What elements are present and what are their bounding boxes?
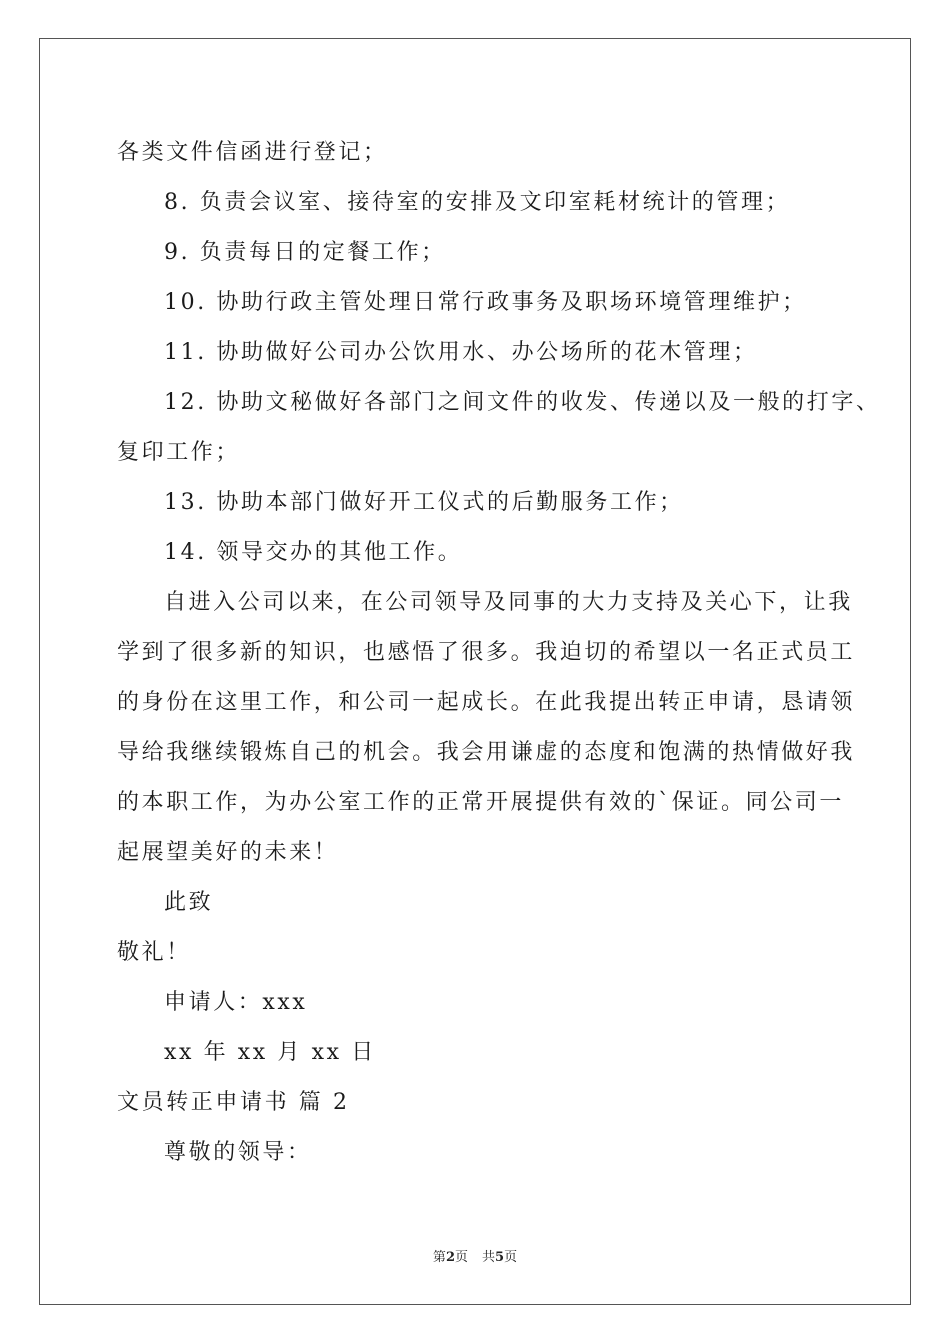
total-suffix: 页	[504, 1250, 518, 1265]
text-line: 9. 负责每日的定餐工作；	[164, 240, 446, 265]
page-total: 5	[495, 1250, 505, 1265]
page-footer	[0, 1246, 950, 1265]
total-prefix: 共	[482, 1250, 496, 1265]
applicant-signature: 申请人：xxx	[164, 990, 308, 1015]
page-prefix: 第	[432, 1250, 446, 1265]
text-line: 自进入公司以来，在公司领导及同事的大力支持及关心下，让我	[164, 590, 853, 615]
text-line: 13. 协助本部门做好开工仪式的后勤服务工作；	[164, 490, 684, 515]
closing-salutation: 此致	[164, 890, 214, 915]
text-line: 导给我继续锻炼自己的机会。我会用谦虚的态度和饱满的热情做好我	[117, 740, 856, 765]
text-line: 复印工作；	[117, 440, 241, 465]
section-title: 文员转正申请书 篇 2	[117, 1090, 350, 1115]
page-current: 2	[445, 1250, 455, 1265]
text-line: 起展望美好的未来！	[117, 840, 339, 865]
text-line: 12. 协助文秘做好各部门之间文件的收发、传递以及一般的打字、	[164, 390, 881, 415]
text-line: 10. 协助行政主管处理日常行政事务及职场环境管理维护；	[164, 290, 807, 315]
text-line: 的本职工作，为办公室工作的正常开展提供有效的`保证。同公司一	[117, 790, 845, 815]
text-line: 11. 协助做好公司办公饮用水、办公场所的花木管理；	[164, 340, 758, 365]
page-suffix: 页	[454, 1250, 468, 1265]
text-line: 各类文件信函进行登记；	[117, 140, 388, 165]
date-line: xx 年 xx 月 xx 日	[164, 1040, 376, 1065]
greeting: 尊敬的领导：	[164, 1140, 312, 1165]
closing-regards: 敬礼！	[117, 940, 191, 965]
text-line: 的身份在这里工作，和公司一起成长。在此我提出转正申请，恳请领	[117, 690, 856, 715]
document-body	[117, 128, 881, 1178]
text-line: 学到了很多新的知识，也感悟了很多。我迫切的希望以一名正式员工	[117, 640, 856, 665]
text-line: 8. 负责会议室、接待室的安排及文印室耗材统计的管理；	[164, 190, 791, 215]
text-line: 14. 领导交办的其他工作。	[164, 540, 463, 565]
